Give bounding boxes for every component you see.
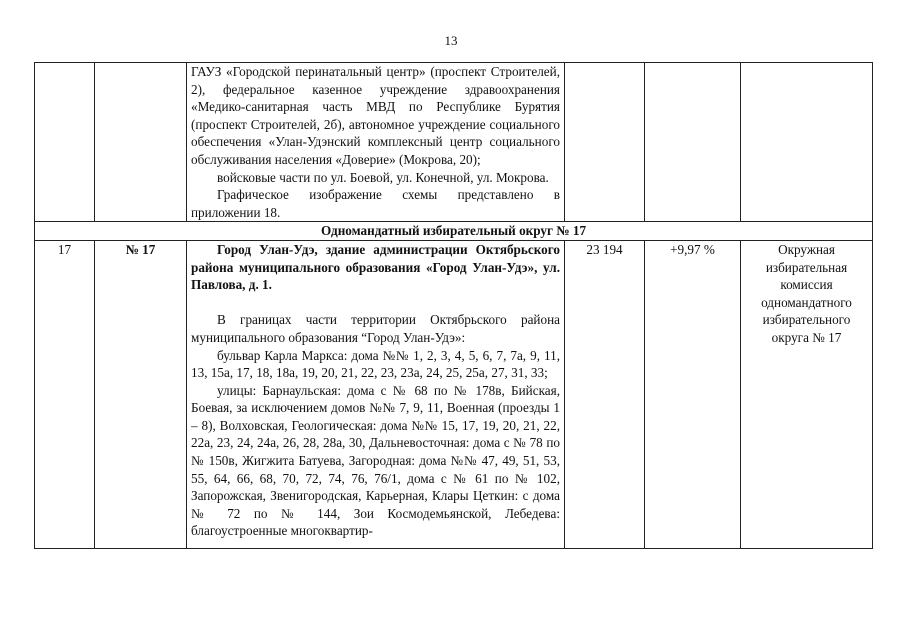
commission-cell: Окружная избирательная комиссия одномандатного избирательного округа № 17 (741, 240, 873, 548)
section-header-row (35, 222, 873, 241)
description-paragraph: улицы: Барнаульская: дома с № 68 по № 178в, Бийская, Боевая, за исключением домов №№ 7, 9, 11, Военная (проезды 1 – 8), Волховская, Геологическая: дома №№ 15, 17, 19, 20, 21, 22, 22а, 23, 24, 24а, 26, 28, 28а, 30, Дальневосточная: дома с № 78 по № 150в, Жигжита Батуева, Загородная: дома №№ 47, 49, 51, 53, 55, 64, 66, 68, 70, 72, 74, 76, 76/1, дома с № 61 по № 102, Запорожская, Звенигородская, Карьерная, Клары Цеткин: с дома № 72 по № 144, Зои Космодемьянской, Лебедева: благоустроенные многоквартир- (191, 382, 560, 539)
table-row (35, 240, 873, 548)
deviation-cell: +9,97 % (645, 240, 741, 548)
description-paragraph: Графическое изображение схемы представлено в приложении 18. (191, 187, 560, 220)
voters-count-cell: 23 194 (565, 240, 645, 548)
description-paragraph: В границах части территории Октябрьского района муниципального образования “Город Улан-Удэ»: (191, 312, 560, 345)
district-number-cell: № 17 (95, 240, 187, 548)
district-number-cell (95, 63, 187, 222)
voters-count-cell (565, 63, 645, 222)
districts-table (34, 62, 873, 549)
center-address: Город Улан-Удэ, здание администрации Октябрьского района муниципального образования «Город Улан-Удэ», ул. Павлова, д. 1. (191, 241, 560, 293)
description-paragraph: ГАУЗ «Городской перинатальный центр» (проспект Строителей, 2), федеральное казенное учреждение здравоохранения «Медико-санитарная часть МВД по Республике Бурятия (проспект Строителей, 2б), автономное учреждение социального обеспечения «Улан-Удэнский комплексный центр социального обслуживания населения «Доверие» (Мокрова, 20); (191, 64, 560, 167)
description-paragraph: войсковые части по ул. Боевой, ул. Конечной, ул. Мокрова. (217, 169, 549, 185)
description-clip (191, 241, 560, 548)
description-paragraph: бульвар Карла Маркса: дома №№ 1, 2, 3, 4, 5, 6, 7, 7а, 9, 11, 13, 15а, 17, 18, 18а, 19, 20, 21, 22, 23, 23а, 24, 25, 25а, 27, 31, 33; (191, 347, 560, 381)
deviation-cell (645, 63, 741, 222)
district-description-cell (187, 63, 565, 222)
row-index-cell (35, 63, 95, 222)
section-title: Одномандатный избирательный округ № 17 (35, 222, 873, 241)
district-description-cell (187, 240, 565, 548)
commission-cell (741, 63, 873, 222)
table-row (35, 63, 873, 222)
row-index-cell: 17 (35, 240, 95, 548)
page-number: 13 (444, 33, 458, 48)
